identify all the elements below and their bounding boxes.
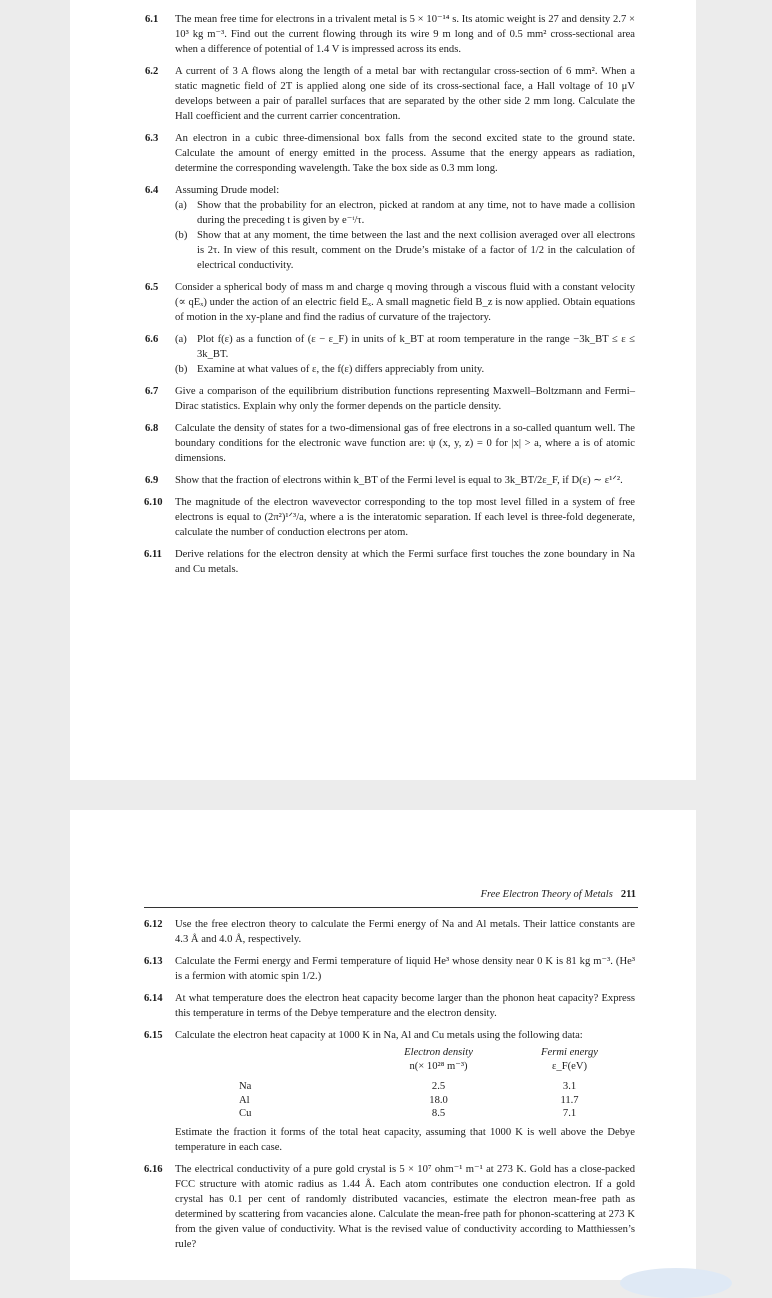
problem-number: 6.2 bbox=[145, 66, 159, 77]
subpart-a bbox=[175, 332, 635, 362]
problem-text: Consider a spherical body of mass m and charge q moving through a viscous fluid with a constant velocity (∝ qEₓ) under the action of an electric field Eₓ. A small magnetic field B_z is now applied. Obtain equations of motion in the xy-plane and find the radius of curvature of the trajectory. bbox=[175, 282, 635, 323]
header-rule bbox=[144, 907, 638, 908]
fermi-energy: 7.1 bbox=[562, 1108, 577, 1119]
problem-6-11 bbox=[146, 547, 635, 577]
column-header-density: Electron density n(× 10²⁸ m⁻³) bbox=[404, 1047, 473, 1072]
subpart-label: (a) bbox=[175, 200, 187, 211]
problem-number: 6.7 bbox=[145, 386, 159, 397]
problem-number: 6.4 bbox=[145, 185, 159, 196]
problem-6-12 bbox=[146, 917, 635, 947]
floating-overlay-shape bbox=[620, 1268, 732, 1298]
problem-text: At what temperature does the electron heat capacity become larger than the phonon heat capacity? Express this temperature in terms of the Debye temperature and the electron density. bbox=[175, 993, 635, 1019]
metal-name: Al bbox=[239, 1094, 250, 1106]
problem-6-8 bbox=[146, 421, 635, 466]
metal-name: Na bbox=[239, 1081, 252, 1092]
problem-number: 6.8 bbox=[145, 423, 159, 434]
subpart-b bbox=[175, 228, 635, 273]
electron-density: 18.0 bbox=[429, 1094, 448, 1106]
problem-6-10 bbox=[146, 495, 635, 540]
problem-6-16 bbox=[146, 1162, 635, 1252]
problem-6-15 bbox=[146, 1028, 635, 1155]
problem-number: 6.11 bbox=[144, 549, 162, 560]
page-number: 211 bbox=[620, 889, 636, 900]
problem-text: Derive relations for the electron density at which the Fermi surface first touches the zone boundary in Na and Cu metals. bbox=[175, 549, 635, 575]
table-row bbox=[175, 1080, 635, 1094]
problem-text: Give a comparison of the equilibrium distribution functions representing Maxwell–Boltzmann and Fermi–Dirac statistics. Explain why only the former depends on the particle density. bbox=[175, 386, 635, 412]
subpart-b bbox=[175, 362, 635, 377]
table-row bbox=[175, 1094, 635, 1108]
table-header-row bbox=[175, 1045, 635, 1074]
problem-number: 6.15 bbox=[144, 1030, 163, 1041]
problem-text: Assuming Drude model: bbox=[175, 185, 280, 196]
textbook-page-lower bbox=[70, 810, 696, 1280]
problem-text: A current of 3 A flows along the length of a metal bar with rectangular cross-section of 6 mm². When a static magnetic field of 2T is applied along one side of its cross-sectional face, a Hall voltage of 10 μV develops between a pair of parallel surfaces that are separated by the other side 2 mm long. Calculate the Hall coefficient and the current carrier concentration. bbox=[175, 66, 635, 122]
problem-6-14 bbox=[146, 991, 635, 1021]
problem-number: 6.10 bbox=[144, 497, 163, 508]
problem-number: 6.5 bbox=[145, 282, 159, 293]
problem-number: 6.12 bbox=[144, 919, 163, 930]
problem-text: An electron in a cubic three-dimensional box falls from the second excited state to the ground state. Calculate the amount of energy emitted in the process. Assume that the energy appears as radiation, determine the corresponding wavelength. Take the box side as 0.3 mm long. bbox=[175, 133, 635, 174]
problem-6-5 bbox=[146, 280, 635, 325]
problem-text: Calculate the Fermi energy and Fermi temperature of liquid He³ whose density near 0 K is 81 kg m⁻³. (He³ is a fermion with atomic spin 1/2.) bbox=[175, 956, 635, 982]
electron-density: 2.5 bbox=[431, 1081, 446, 1092]
problem-number: 6.1 bbox=[145, 14, 159, 25]
problem-6-6 bbox=[146, 332, 635, 377]
fermi-energy: 3.1 bbox=[562, 1081, 577, 1092]
running-head bbox=[481, 889, 636, 900]
problem-number: 6.9 bbox=[145, 475, 159, 486]
subpart-label: (b) bbox=[175, 230, 188, 241]
fermi-energy: 11.7 bbox=[560, 1094, 579, 1106]
problem-text: The electrical conductivity of a pure gold crystal is 5 × 10⁷ ohm⁻¹ m⁻¹ at 273 K. Gold has a close-packed FCC structure with atomic radius as 1.44 Å. Each atom contributes one conduction electron. If a gold crystal has 0.1 per cent of randomly distributed vacancies, estimate the electron mean-free path as determined by scattering from vacancies alone. Calculate the mean-free path for phonon-scattering at 273 K from the given value of conductivity. What is the revised value of conductivity according to Matthiessen’s rule? bbox=[175, 1163, 635, 1250]
problem-text: Show that the fraction of electrons within k_BT of the Fermi level is equal to 3k_BT/2ε_F, if D(ε) ∼ ε¹ᐟ². bbox=[175, 475, 623, 486]
problem-6-2 bbox=[146, 64, 635, 124]
problem-number: 6.14 bbox=[144, 993, 163, 1004]
subpart-label: (b) bbox=[175, 364, 188, 375]
chapter-title: Free Electron Theory of Metals bbox=[480, 889, 613, 900]
metal-data-table bbox=[175, 1045, 635, 1121]
metal-name: Cu bbox=[239, 1108, 252, 1119]
problem-text: Use the free electron theory to calculate the Fermi energy of Na and Al metals. Their lattice constants are 4.3 Å and 4.0 Å, respectively. bbox=[175, 919, 635, 945]
subpart-text: Examine at what values of ε, the f(ε) differs appreciably from unity. bbox=[197, 364, 485, 375]
electron-density: 8.5 bbox=[431, 1108, 446, 1119]
subpart-text: Plot f(ε) as a function of (ε − ε_F) in units of k_BT at room temperature in the range −3k_BT ≤ ε ≤ 3k_BT. bbox=[197, 334, 635, 360]
problem-6-1 bbox=[146, 12, 635, 57]
problem-text: Calculate the density of states for a two-dimensional gas of free electrons in a so-called quantum well. The boundary conditions for the electronic wave function are: ψ (x, y, z) = 0 for |x| > a, where a is of atomic dimensions. bbox=[175, 423, 635, 464]
subpart-text: Show that at any moment, the time between the last and the next collision averaged over all electrons is 2τ. In view of this result, comment on the Drude’s mistake of a factor of 1/2 in the calculation of electrical conductivity. bbox=[197, 230, 635, 271]
problem-6-13 bbox=[146, 954, 635, 984]
column-header-fermi-energy: Fermi energy ε_F(eV) bbox=[541, 1047, 598, 1072]
problem-text: The magnitude of the electron wavevector corresponding to the top most level filled in a system of free electrons is equal to (2π²)¹ᐟ³/a, where a is the interatomic separation. If each level is three-fold degenerate, calculate the number of conduction electrons per atom. bbox=[175, 497, 635, 538]
textbook-page-upper bbox=[70, 0, 696, 780]
problem-6-3 bbox=[146, 131, 635, 176]
problem-text: The mean free time for electrons in a trivalent metal is 5 × 10⁻¹⁴ s. Its atomic weight is 27 and density 2.7 × 10³ kg m⁻³. Find out the current flowing through its wire 9 m long and of 0.5 mm² cross-sectional area when a difference of potential of 1.4 V is impressed across its ends. bbox=[175, 14, 635, 55]
problem-continuation: Estimate the fraction it forms of the total heat capacity, assuming that 1000 K is well above the Debye temperature in each case. bbox=[175, 1126, 635, 1153]
problem-list bbox=[146, 12, 635, 584]
table-row bbox=[175, 1107, 635, 1121]
problem-number: 6.6 bbox=[145, 334, 159, 345]
problem-list bbox=[146, 917, 635, 1259]
problem-6-4 bbox=[146, 183, 635, 273]
subpart-label: (a) bbox=[175, 334, 187, 345]
problem-number: 6.3 bbox=[145, 133, 159, 144]
problem-6-9 bbox=[146, 473, 635, 488]
subpart-a bbox=[175, 198, 635, 228]
problem-number: 6.13 bbox=[144, 956, 163, 967]
subpart-text: Show that the probability for an electron, picked at random at any time, not to have made a collision during the preceding t is given by e⁻ᵗ/τ. bbox=[197, 200, 635, 226]
problem-text: Calculate the electron heat capacity at 1000 K in Na, Al and Cu metals using the following data: bbox=[175, 1030, 583, 1041]
problem-number: 6.16 bbox=[144, 1163, 163, 1175]
problem-6-7 bbox=[146, 384, 635, 414]
